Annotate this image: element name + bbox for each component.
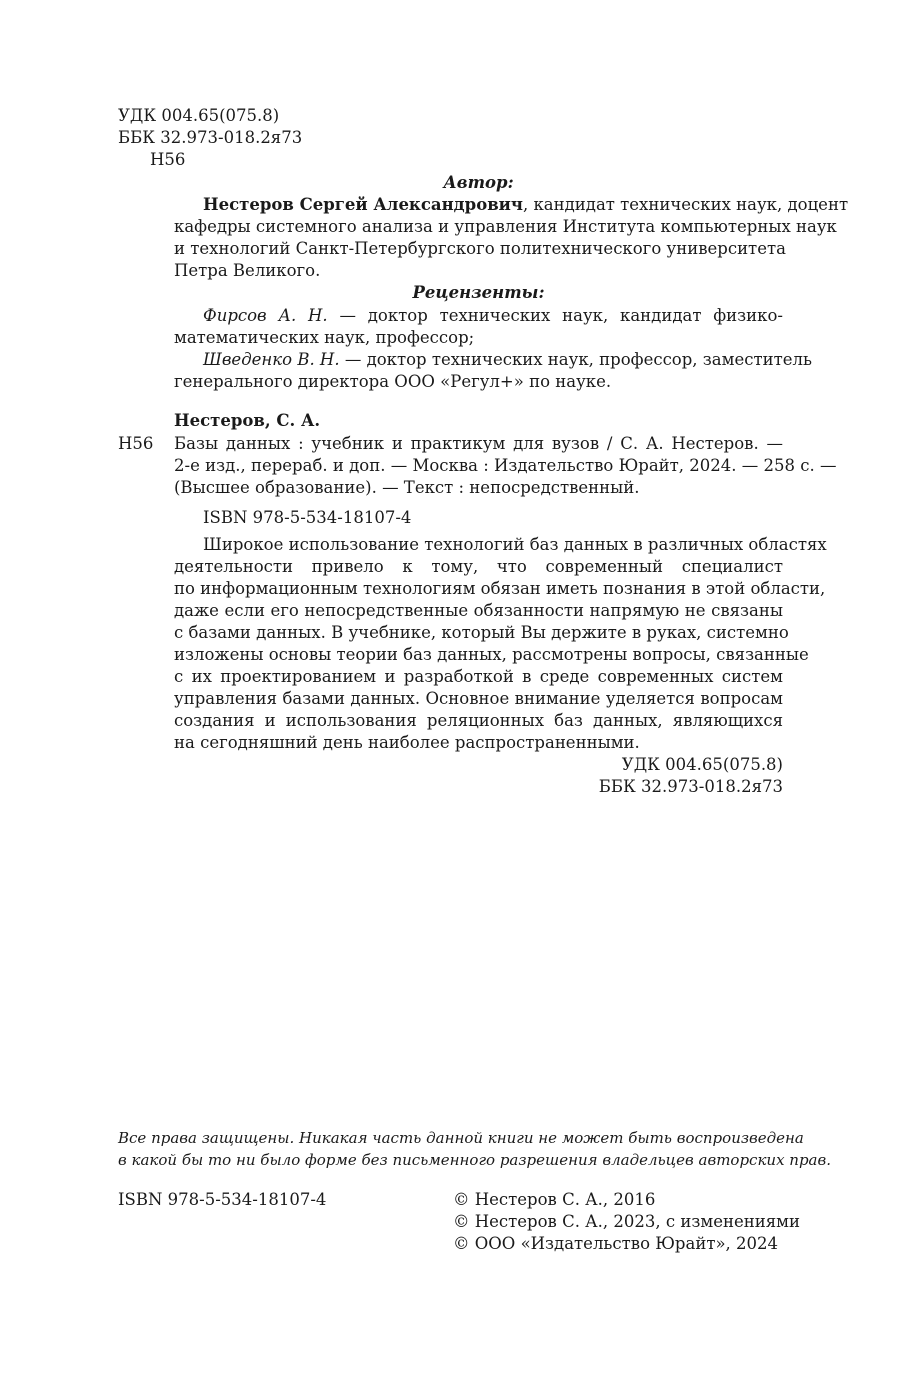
annotation-udk: УДК 004.65(075.8) [621,755,783,774]
bbk-code: ББК 32.973-018.2я73 [118,128,303,147]
reviewers-heading [174,282,783,304]
copyright-line: © ООО «Издательство Юрайт», 2024 [453,1234,779,1253]
bib-line-1: Базы данных : учебник и практикум для вузов / С. А. Нестеров. — [174,434,783,453]
bib-isbn: ISBN 978-5-534-18107-4 [203,508,412,527]
reviewer-2-name: Шведенко В. Н. [203,350,340,369]
copyright-list [453,1189,800,1255]
bib-line-3: (Высшее образование). — Текст : непосредственный. [174,478,640,497]
annotation-line: управления базами данных. Основное внимание уделяется вопросам [174,689,783,708]
bib-description [174,433,837,499]
reviewer-1-line-2: математических наук, профессор; [174,328,475,347]
bib-line-2: 2-е изд., перераб. и доп. — Москва : Издательство Юрайт, 2024. — 258 с. — [174,456,837,475]
reviewer-2-line-2: генерального директора ООО «Регул+» по науке. [174,372,612,391]
author-line-1-rest: , кандидат технических наук, доцент [523,195,849,214]
annotation-line: на сегодняшний день наиболее распространенными. [174,733,640,752]
annotation-line: по информационным технологиям обязан иметь познания в этой области, [174,579,826,598]
copyright-line: © Нестеров С. А., 2023, с изменениями [453,1212,800,1231]
reviewer-1-name: Фирсов А. Н. [203,306,328,325]
rights-notice [118,1127,831,1171]
reviewers-heading-text: Рецензенты: [412,283,545,302]
author-mark: Н56 [150,150,186,169]
author-description [174,194,849,282]
rights-line-2: в какой бы то ни было форме без письменного разрешения владельцев авторских прав. [118,1151,831,1169]
annotation-line: с их проектированием и разработкой в среде современных систем [174,667,783,686]
footer-isbn: ISBN 978-5-534-18107-4 [118,1190,327,1209]
author-heading-text: Автор: [443,173,514,192]
reviewers-list [174,305,812,393]
annotation [174,534,827,754]
copyright-line: © Нестеров С. А., 2016 [453,1190,656,1209]
author-line-1 [174,194,849,216]
bib-mark: Н56 [118,434,154,453]
author-line-4: Петра Великого. [174,261,321,280]
author-name: Нестеров Сергей Александрович [203,195,523,214]
annotation-bbk: ББК 32.973-018.2я73 [598,777,783,796]
annotation-line: даже если его непосредственные обязанности напрямую не связаны [174,601,783,620]
reviewer-2-line-1: Шведенко В. Н. — доктор технических наук, профессор, заместитель [203,350,812,369]
annotation-line: деятельности привело к тому, что современный специалист [174,557,783,576]
annotation-line: Широкое использование технологий баз данных в различных областях [203,535,827,554]
bib-author-heading: Нестеров, С. А. [174,411,321,430]
udk-code: УДК 004.65(075.8) [118,106,280,125]
author-line-3: и технологий Санкт-Петербургского политехнического университета [174,239,786,258]
reviewer-1-line-1: Фирсов А. Н. — доктор технических наук, кандидат физико- [203,306,783,325]
author-line-2: кафедры системного анализа и управления Института компьютерных наук [174,217,837,236]
annotation-line: с базами данных. В учебнике, который Вы держите в руках, системно [174,623,789,642]
rights-line-1: Все права защищены. Никакая часть данной книги не может быть воспроизведена [118,1129,804,1147]
author-heading [174,172,783,194]
annotation-line: создания и использования реляционных баз данных, являющихся [174,711,783,730]
annotation-line: изложены основы теории баз данных, рассмотрены вопросы, связанные [174,645,809,664]
